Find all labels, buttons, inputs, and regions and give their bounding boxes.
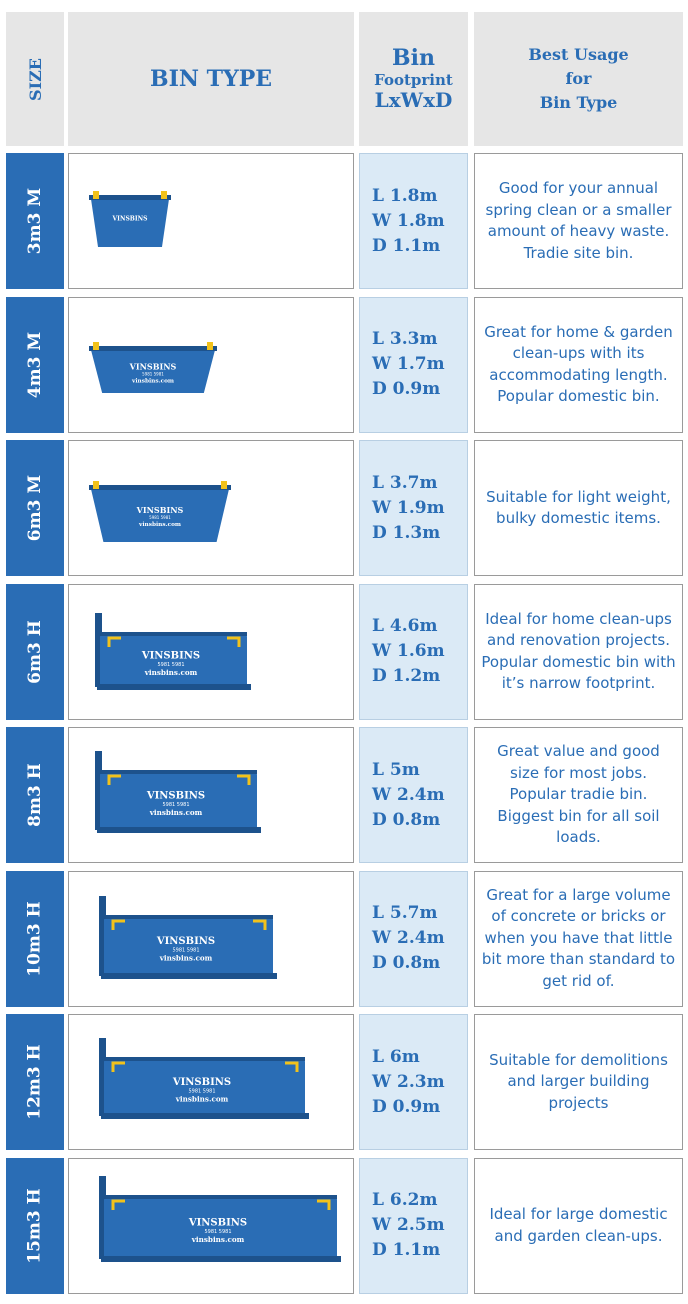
header-footprint-line1: Bin	[392, 45, 435, 72]
lift-lug-left	[93, 342, 99, 350]
size-cell	[6, 1014, 64, 1150]
skip-bin-image	[69, 1015, 353, 1149]
depth-value: D 0.9m	[372, 1096, 441, 1117]
brand-web-text: vinsbins.com	[139, 522, 181, 529]
footprint-cell	[359, 297, 468, 433]
width-value: W 2.5m	[372, 1215, 445, 1235]
footprint-cell	[359, 440, 468, 576]
bin-rim	[100, 632, 247, 636]
brand-logo-text: VINSBINS	[156, 935, 216, 947]
header-usage-line3: Bin Type	[539, 93, 618, 112]
brand-phone-text: 5981 5981	[162, 802, 190, 809]
usage-text: Great for home & garden clean-ups with its accommodating length. Popular domestic bin.	[484, 322, 673, 405]
size-label: 12m3 H	[25, 1044, 45, 1120]
usage-cell	[474, 153, 683, 289]
depth-value: D 0.9m	[372, 379, 441, 399]
width-value: W 1.9m	[372, 497, 445, 518]
bin-rim	[100, 770, 257, 774]
skip-bin-image	[69, 1159, 353, 1293]
brand-logo-text: VINSBINS	[141, 649, 201, 661]
footprint-cell	[359, 584, 468, 720]
table-row	[0, 727, 688, 863]
skip-bin-image	[69, 298, 353, 432]
brand-logo-text: VINSBINS	[136, 504, 184, 515]
header-footprint-line2: Footprint	[374, 70, 453, 89]
size-cell	[6, 297, 64, 433]
table-row	[0, 1158, 688, 1294]
usage-cell	[474, 871, 683, 1007]
usage-cell	[474, 297, 683, 433]
table-row	[0, 153, 688, 289]
bin-image-cell	[68, 871, 354, 1007]
usage-cell	[474, 1158, 683, 1294]
bin-skid	[97, 684, 251, 690]
bin-skid	[101, 1113, 309, 1119]
usage-cell	[474, 584, 683, 720]
size-cell	[6, 1158, 64, 1294]
bin-image-cell	[68, 1014, 354, 1150]
bin-skid	[97, 827, 261, 833]
bin-image-cell	[68, 440, 354, 576]
bin-rim	[89, 195, 171, 200]
usage-text: Suitable for light weight, bulky domestic items.	[486, 487, 671, 527]
bin-image-cell	[68, 297, 354, 433]
table-row	[0, 584, 688, 720]
brand-logo-text: VINSBINS	[129, 360, 177, 371]
brand-logo-text: VINSBINS	[172, 1077, 232, 1089]
size-cell	[6, 440, 64, 576]
usage-text: Great value and good size for most jobs. Popular tradie bin. Biggest bin for all soil loads.	[497, 742, 660, 847]
usage-text: Ideal for large domestic and garden clean-ups.	[489, 1205, 668, 1245]
size-label: 15m3 H	[25, 1187, 45, 1264]
brand-phone-text: 5981 5981	[172, 947, 200, 954]
bin-rim	[104, 915, 273, 919]
footprint-cell	[359, 153, 468, 289]
brand-web-text: vinsbins.com	[144, 667, 198, 677]
table-row	[0, 871, 688, 1007]
header-usage	[474, 12, 683, 146]
size-cell	[6, 584, 64, 720]
depth-value: D 1.1m	[372, 235, 441, 256]
width-value: W 2.4m	[372, 928, 445, 948]
brand-web-text: vinsbins.com	[175, 1094, 229, 1104]
size-cell	[6, 871, 64, 1007]
header-bin-type: BIN TYPE	[68, 12, 354, 146]
length-value: L 5m	[372, 759, 420, 780]
brand-web-text: vinsbins.com	[191, 1234, 245, 1244]
lift-lug-left	[93, 481, 99, 489]
footprint-cell	[359, 1014, 468, 1150]
brand-phone-text: 5981 5981	[157, 661, 185, 668]
skip-bin-image	[69, 728, 353, 862]
brand-web-text: vinsbins.com	[159, 953, 213, 963]
usage-cell	[474, 1014, 683, 1150]
table-row	[0, 440, 688, 576]
header-size	[6, 12, 64, 146]
length-value: L 6.2m	[372, 1190, 438, 1210]
lift-lug-right	[207, 342, 213, 350]
size-label: 10m3 H	[25, 900, 45, 977]
size-label: 8m3 H	[25, 763, 46, 827]
length-value: L 1.8m	[372, 185, 438, 206]
size-cell	[6, 153, 64, 289]
length-value: L 6m	[372, 1046, 420, 1067]
header-footprint	[359, 12, 468, 146]
length-value: L 4.6m	[372, 616, 438, 636]
bin-skid	[101, 973, 277, 979]
bin-image-cell	[68, 584, 354, 720]
table-row	[0, 297, 688, 433]
depth-value: D 1.1m	[372, 1240, 441, 1260]
lift-lug-right	[161, 191, 167, 199]
usage-text: Great for a large volume of concrete or bricks or when you have that little bit more than standard to get rid of.	[481, 885, 676, 990]
skip-bin-image	[69, 585, 353, 719]
width-value: W 2.3m	[372, 1071, 445, 1092]
bin-rim	[104, 1057, 305, 1061]
bin-image-cell	[68, 727, 354, 863]
brand-logo-text: VINSBINS	[146, 790, 206, 802]
depth-value: D 1.2m	[372, 666, 441, 686]
bin-image-cell	[68, 153, 354, 289]
brand-logo-text: VINSBINS	[188, 1216, 248, 1228]
usage-cell	[474, 440, 683, 576]
width-value: W 1.7m	[372, 354, 445, 374]
usage-text: Ideal for home clean-ups and renovation projects. Popular domestic bin with it’s narrow footprint.	[481, 609, 676, 692]
depth-value: D 0.8m	[372, 953, 441, 973]
depth-value: D 1.3m	[372, 522, 441, 543]
bin-rim	[89, 346, 217, 351]
brand-phone-text: 5981 5981	[188, 1088, 216, 1095]
usage-text: Suitable for demolitions and larger building projects	[489, 1050, 668, 1112]
brand-web-text: vinsbins.com	[149, 808, 203, 818]
bin-image-cell	[68, 1158, 354, 1294]
size-label: 6m3 H	[25, 619, 46, 684]
size-label: 3m3 M	[25, 187, 46, 255]
depth-value: D 0.8m	[372, 809, 441, 830]
width-value: W 1.6m	[372, 641, 445, 661]
header-footprint-line3: LxWxD	[374, 87, 453, 112]
bin-body	[91, 199, 169, 247]
skip-bin-image	[69, 872, 353, 1006]
lift-lug-left	[93, 191, 99, 199]
footprint-cell	[359, 727, 468, 863]
brand-phone-text: 5981 5981	[149, 514, 171, 520]
length-value: L 3.3m	[372, 329, 438, 349]
skip-bin-image	[69, 441, 353, 575]
width-value: W 2.4m	[372, 784, 445, 805]
header-usage-line1: Best Usage	[528, 45, 629, 64]
length-value: L 3.7m	[372, 472, 438, 493]
brand-logo-text: VINSBINS	[112, 215, 148, 223]
brand-phone-text: 5981 5981	[142, 370, 164, 376]
bin-skid	[101, 1256, 341, 1262]
bin-rim	[89, 485, 231, 490]
usage-cell	[474, 727, 683, 863]
brand-phone-text: 5981 5981	[204, 1228, 232, 1235]
footprint-cell	[359, 871, 468, 1007]
size-label: 6m3 M	[25, 474, 46, 542]
header-usage-line2: for	[565, 69, 592, 88]
lift-lug-right	[221, 481, 227, 489]
table-row	[0, 1014, 688, 1150]
bin-rim	[104, 1195, 337, 1199]
length-value: L 5.7m	[372, 903, 438, 923]
header-size-label: SIZE	[25, 57, 45, 101]
brand-web-text: vinsbins.com	[132, 378, 174, 385]
size-label: 4m3 M	[25, 331, 46, 398]
width-value: W 1.8m	[372, 210, 445, 231]
skip-bin-image	[69, 154, 353, 288]
size-cell	[6, 727, 64, 863]
footprint-cell	[359, 1158, 468, 1294]
usage-text: Good for your annual spring clean or a smaller amount of heavy waste. Tradie site bin.	[485, 179, 672, 262]
